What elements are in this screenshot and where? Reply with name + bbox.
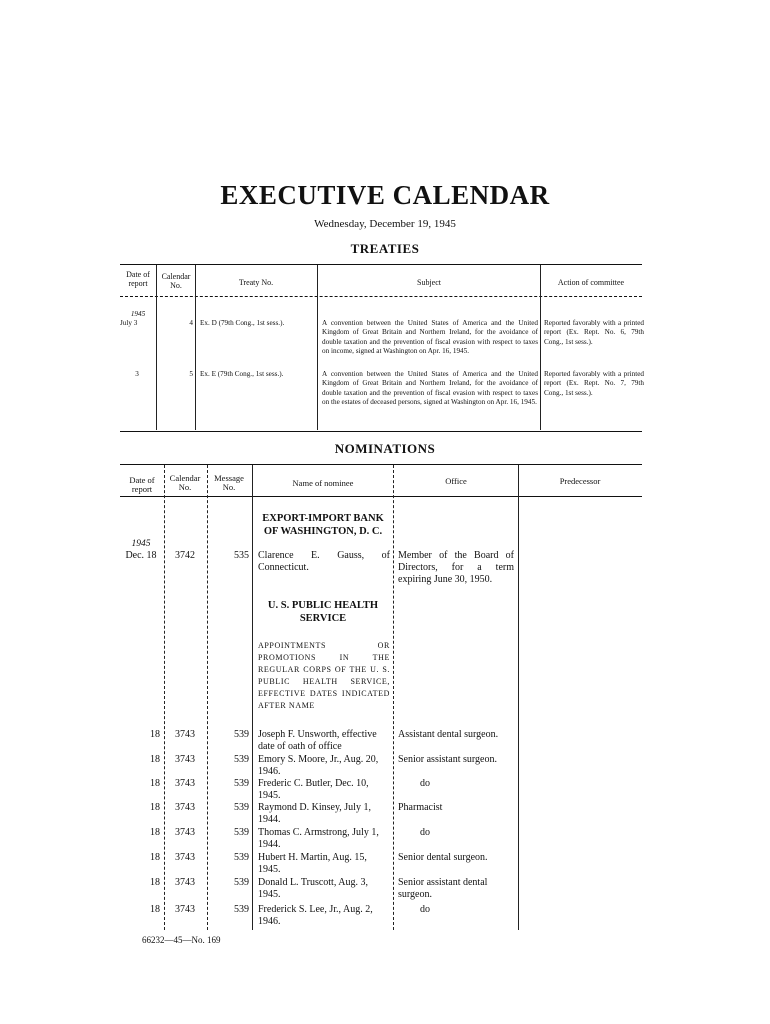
treaties-col-date: Date of report — [126, 270, 150, 288]
treaties-col-calendar: Calendar No. — [161, 272, 191, 290]
nomination-calendar-no: 3742 — [175, 550, 195, 561]
nomination-calendar-no: 3743 — [175, 778, 195, 789]
nominations-top-rule — [120, 464, 642, 465]
nomination-date: 18 — [150, 877, 160, 888]
calendar-date: Wednesday, December 19, 1945 — [314, 218, 456, 230]
nomination-message-no: 539 — [234, 852, 249, 863]
nomination-calendar-no: 3743 — [175, 827, 195, 838]
nominee-office: Senior assistant surgeon. — [398, 754, 497, 765]
nomination-date: 18 — [150, 852, 160, 863]
nomination-calendar-no: 3743 — [175, 729, 195, 740]
treaty-action: Reported favorably with a printed report (Ex. Rept. No. 7, 79th Cong., 1st sess.). — [544, 370, 644, 397]
nomination-message-no: 539 — [234, 827, 249, 838]
nomination-calendar-no: 3743 — [175, 852, 195, 863]
treaties-col-subject: Subject — [417, 278, 441, 287]
nominee-office: Senior assistant dental surgeon. — [398, 877, 488, 900]
treaties-divider — [156, 265, 157, 430]
nominee-office: do — [420, 904, 430, 915]
nomination-message-no: 539 — [234, 754, 249, 765]
nomination-message-no: 539 — [234, 778, 249, 789]
nominations-divider — [207, 465, 208, 930]
treaty-subject: A convention between the United States of America and the United Kingdom of Great Britain and Northern Ireland, for the avoidance of double taxation and the prevention of fiscal evasion with respect to taxes on income, signed at Washington on Apr. 16, 1945. — [322, 319, 538, 355]
nominee-office: do — [420, 778, 430, 789]
treaties-col-action: Action of committee — [557, 278, 625, 287]
org-public-health-service: U. S. PUBLIC HEALTH SERVICE — [267, 600, 379, 624]
treaty-date: July 3 — [120, 319, 138, 327]
nominee-office: Pharmacist — [398, 802, 443, 813]
nominations-col-name: Name of nominee — [292, 478, 354, 488]
nominee-office: Senior dental surgeon. — [398, 852, 488, 863]
nomination-message-no: 539 — [234, 877, 249, 888]
nominee-office: do — [420, 827, 430, 838]
nominations-divider — [518, 465, 519, 930]
treaties-col-treaty: Treaty No. — [238, 278, 274, 287]
treaties-bottom-rule — [120, 431, 642, 432]
nominee-name: Thomas C. Armstrong, July 1, 1944. — [258, 827, 379, 850]
nomination-message-no: 539 — [234, 904, 249, 915]
nomination-date: 18 — [150, 827, 160, 838]
org-export-import-bank: EXPORT-IMPORT BANK OF WASHINGTON, D. C. — [262, 513, 384, 537]
treaty-action: Reported favorably with a printed report (Ex. Rept. No. 6, 79th Cong., 1st sess.). — [544, 319, 644, 346]
nominee-name: Emory S. Moore, Jr., Aug. 20, 1946. — [258, 754, 379, 777]
nomination-date: 18 — [150, 778, 160, 789]
nominations-col-calendar: Calendar No. — [169, 473, 201, 492]
nomination-date: 18 — [150, 802, 160, 813]
appointments-note: APPOINTMENTS OR PROMOTIONS IN THE REGULAR CORPS OF THE U. S. PUBLIC HEALTH SERVICE, EFFECTIVE DATES INDICATED AFTER NAME — [258, 641, 390, 710]
nomination-calendar-no: 3743 — [175, 877, 195, 888]
nominations-col-date: Date of report — [129, 475, 155, 494]
nominations-divider — [252, 465, 253, 930]
nominee-name: Clarence E. Gauss, of Connecticut. — [258, 550, 390, 573]
nominations-heading: NOMINATIONS — [334, 441, 436, 456]
nominee-name: Joseph F. Unsworth, effective date of oath of office — [258, 729, 377, 752]
nominations-col-message: Message No. — [214, 473, 244, 492]
nominee-office: Member of the Board of Directors, for a term expiring June 30, 1950. — [398, 550, 514, 585]
nomination-date: 18 — [150, 754, 160, 765]
nomination-calendar-no: 3743 — [175, 754, 195, 765]
nomination-date: Dec. 18 — [125, 550, 157, 561]
nomination-date: 18 — [150, 729, 160, 740]
treaties-divider — [317, 265, 318, 430]
nomination-calendar-no: 3743 — [175, 904, 195, 915]
nominee-office: Assistant dental surgeon. — [398, 729, 499, 740]
treaty-number: Ex. E (79th Cong., 1st sess.). — [200, 370, 284, 378]
treaty-calendar-no: 5 — [189, 370, 193, 378]
nomination-calendar-no: 3743 — [175, 802, 195, 813]
nomination-year: 1945 — [131, 539, 151, 549]
nominations-col-predecessor: Predecessor — [559, 476, 601, 486]
nominee-name: Frederic C. Butler, Dec. 10, 1945. — [258, 778, 369, 801]
nomination-message-no: 535 — [234, 550, 249, 561]
nominee-name: Raymond D. Kinsey, July 1, 1944. — [258, 802, 371, 825]
print-code: 66232—45—No. 169 — [142, 935, 221, 945]
nominee-name: Frederick S. Lee, Jr., Aug. 2, 1946. — [258, 904, 373, 927]
treaties-heading: TREATIES — [350, 241, 420, 256]
nomination-message-no: 539 — [234, 729, 249, 740]
nominations-header-rule — [120, 496, 642, 497]
treaty-calendar-no: 4 — [189, 319, 193, 327]
treaty-subject: A convention between the United States of America and the United Kingdom of Great Britain and Northern Ireland, for the avoidance of double taxation and the prevention of fiscal evasion with respect to taxes on the estates of deceased persons, signed at Washington on Apr. 16, 1945. — [322, 370, 538, 406]
nominations-col-office: Office — [445, 476, 467, 486]
nomination-date: 18 — [150, 904, 160, 915]
nominee-name: Hubert H. Martin, Aug. 15, 1945. — [258, 852, 367, 875]
treaty-number: Ex. D (79th Cong., 1st sess.). — [200, 319, 285, 327]
treaty-year: 1945 — [130, 310, 146, 318]
treaties-divider — [195, 265, 196, 430]
treaties-divider — [540, 265, 541, 430]
nominations-divider — [164, 465, 165, 930]
treaties-top-rule — [120, 264, 642, 265]
nominee-name: Donald L. Truscott, Aug. 3, 1945. — [258, 877, 369, 900]
treaties-header-rule — [120, 296, 642, 297]
nominations-divider — [393, 465, 394, 930]
nomination-message-no: 539 — [234, 802, 249, 813]
treaty-date: 3 — [135, 370, 139, 378]
page-title: EXECUTIVE CALENDAR — [220, 180, 550, 210]
